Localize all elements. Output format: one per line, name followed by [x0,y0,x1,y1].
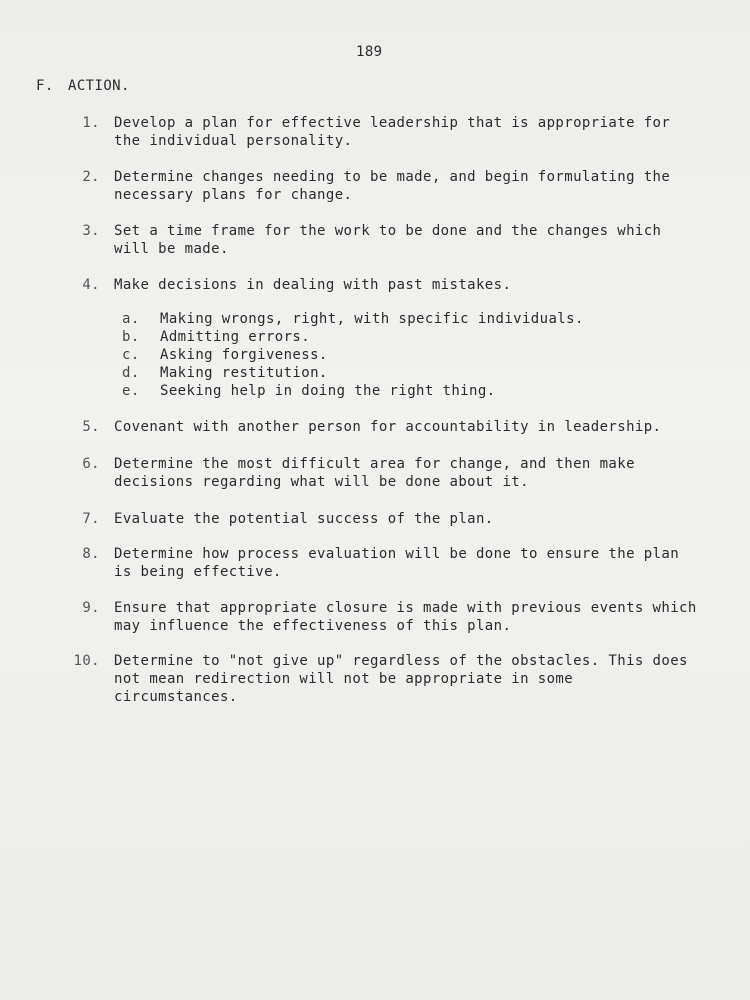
sub-item-letter: d. [122,365,140,381]
list-item [72,418,702,436]
section-title: ACTION. [68,78,130,94]
item-number: 2. [82,169,100,185]
sub-item-letter: c. [122,347,140,363]
item-text: Evaluate the potential success of the plan. [114,511,494,527]
list-item [72,652,702,706]
sub-list-item [122,310,584,328]
list-item [72,599,702,635]
item-number: 9. [82,600,100,616]
item-text: Determine how process evaluation will be done to ensure the plan is being effective. [114,546,680,580]
item-number: 10. [73,653,100,669]
item-text: Ensure that appropriate closure is made with previous events which may influence the effectiveness of this plan. [114,600,697,634]
sub-item-letter: b. [122,329,140,345]
item-number: 7. [82,511,100,527]
section-letter: F. [36,78,54,94]
item-text: Set a time frame for the work to be done and the changes which will be made. [114,223,662,257]
item-number: 8. [82,546,100,562]
section-heading [36,78,130,94]
sub-list-item [122,364,584,382]
item-text: Determine the most difficult area for change, and then make decisions regarding what will be done about it. [114,456,635,490]
list-item [72,510,702,528]
item-text: Determine to "not give up" regardless of the obstacles. This does not mean redirection will not be appropriate in some circumstances. [114,653,688,705]
sub-list [122,310,584,400]
sub-item-letter: e. [122,383,140,399]
list-item [72,222,702,258]
item-text: Make decisions in dealing with past mistakes. [114,277,512,293]
sub-item-text: Asking forgiveness. [160,347,328,363]
item-text: Determine changes needing to be made, and begin formulating the necessary plans for change. [114,169,671,203]
item-number: 4. [82,277,100,293]
item-number: 6. [82,456,100,472]
sub-list-item [122,328,584,346]
page-number: 189 [356,44,383,60]
sub-list-item [122,382,584,400]
item-number: 5. [82,419,100,435]
list-item [72,114,702,150]
sub-list-item [122,346,584,364]
item-text: Covenant with another person for accountability in leadership. [114,419,662,435]
sub-item-text: Seeking help in doing the right thing. [160,383,496,399]
sub-item-text: Admitting errors. [160,329,311,345]
list-item [72,455,702,491]
list-item [72,545,702,581]
sub-item-text: Making wrongs, right, with specific individuals. [160,311,584,327]
list-item [72,276,702,294]
item-text: Develop a plan for effective leadership that is appropriate for the individual personality. [114,115,671,149]
list-item [72,168,702,204]
item-number: 3. [82,223,100,239]
item-number: 1. [82,115,100,131]
sub-item-text: Making restitution. [160,365,328,381]
sub-item-letter: a. [122,311,140,327]
